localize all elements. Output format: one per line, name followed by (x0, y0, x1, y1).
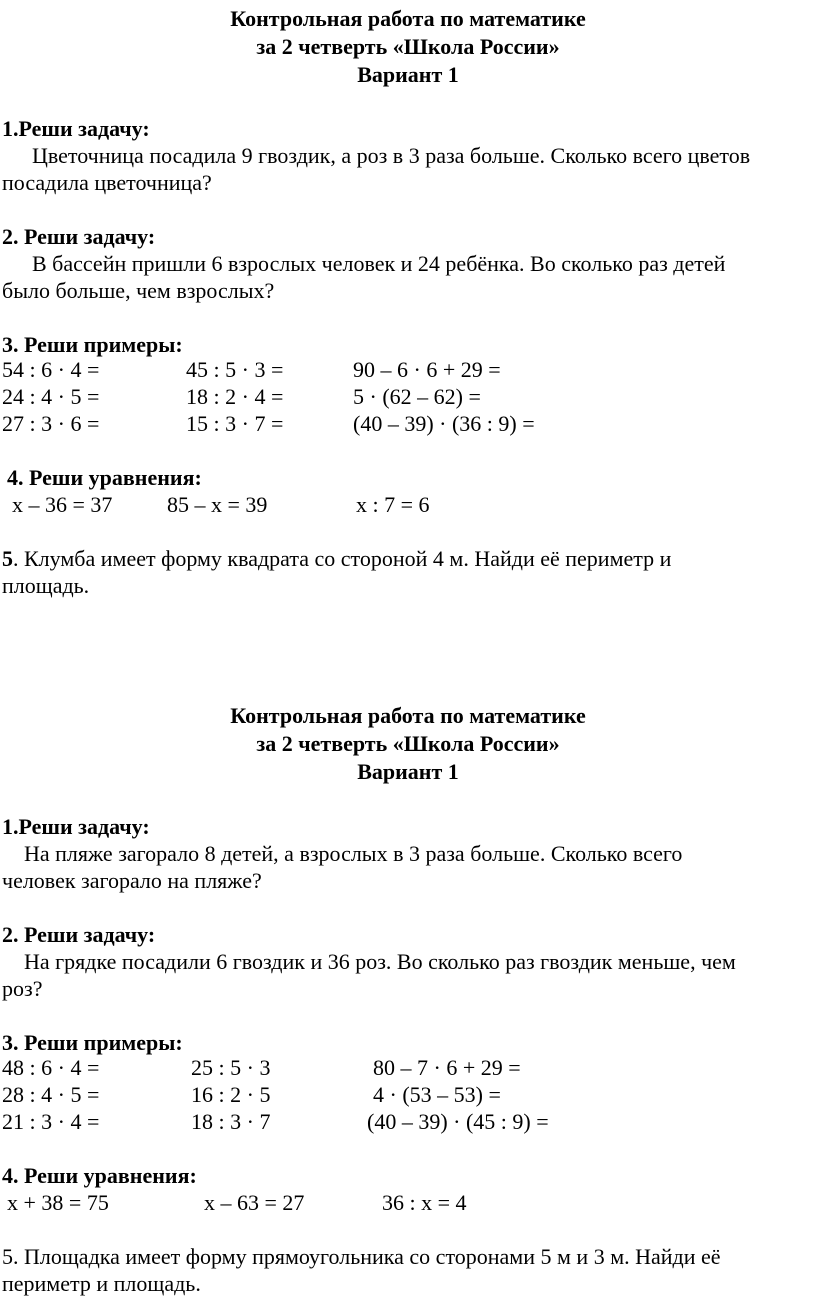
task-2-text-line-2: было больше, чем взрослых? (2, 278, 275, 303)
title-line-2: за 2 четверть «Школа России» (256, 34, 560, 59)
task-5-text-line-2: периметр и площадь. (2, 1271, 201, 1296)
task-3-heading: 3. Реши примеры: (2, 332, 183, 357)
task-5-text-line-2: площадь. (2, 573, 90, 598)
example: (40 – 39) · (36 : 9) = (353, 411, 535, 436)
example: 18 : 2 · 4 = (186, 384, 284, 409)
equation: x + 38 = 75 (7, 1190, 109, 1215)
equation: x – 63 = 27 (204, 1190, 305, 1215)
task-5-text-line-1: 5. Площадка имеет форму прямоугольника со сторонами 5 м и 3 м. Найди её (2, 1244, 721, 1269)
task-3-heading: 3. Реши примеры: (2, 1030, 183, 1055)
example: (40 – 39) · (45 : 9) = (367, 1109, 549, 1134)
equation: 85 – x = 39 (167, 492, 268, 517)
example: 5 · (62 – 62) = (353, 384, 481, 409)
task-1-text-line-1: На пляже загорало 8 детей, а взрослых в 3 раза больше. Сколько всего (24, 841, 683, 866)
task-1-heading: 1.Реши задачу: (2, 814, 150, 839)
equation: x : 7 = 6 (356, 492, 430, 517)
example: 54 : 6 · 4 = (2, 357, 100, 382)
example: 25 : 5 · 3 (191, 1055, 271, 1080)
task-2-text-line-2: роз? (2, 976, 43, 1001)
variant-title: Вариант 1 (357, 759, 459, 784)
task-2-heading: 2. Реши задачу: (2, 224, 156, 249)
task-5-number: 5 (2, 546, 13, 571)
example: 16 : 2 · 5 (191, 1082, 271, 1107)
equation: x – 36 = 37 (12, 492, 113, 517)
task-1-heading: 1.Реши задачу: (2, 116, 150, 141)
example: 24 : 4 · 5 = (2, 384, 100, 409)
title-line-1: Контрольная работа по математике (230, 703, 586, 728)
example: 80 – 7 · 6 + 29 = (373, 1055, 521, 1080)
task-4-heading: 4. Реши уравнения: (2, 1163, 197, 1188)
task-1-text-line-1: Цветочница посадила 9 гвоздик, а роз в 3 раза больше. Сколько всего цветов (32, 143, 751, 168)
example: 28 : 4 · 5 = (2, 1082, 100, 1107)
equation: 36 : x = 4 (382, 1190, 467, 1215)
task-2-heading: 2. Реши задачу: (2, 922, 156, 947)
example: 18 : 3 · 7 (191, 1109, 271, 1134)
task-2-text-line-1: На грядке посадили 6 гвоздик и 36 роз. Во сколько раз гвоздик меньше, чем (24, 949, 736, 974)
example: 45 : 5 · 3 = (186, 357, 284, 382)
task-1-text-line-2: человек загорало на пляже? (2, 868, 262, 893)
variant-title: Вариант 1 (357, 62, 459, 87)
task-1-text-line-2: посадила цветочница? (2, 170, 212, 195)
task-4-heading: 4. Реши уравнения: (7, 465, 202, 490)
example: 48 : 6 · 4 = (2, 1055, 100, 1080)
task-5-text: . Клумба имеет форму квадрата со стороной 4 м. Найди её периметр и (13, 546, 672, 571)
task-2-text-line-1: В бассейн пришли 6 взрослых человек и 24 ребёнка. Во сколько раз детей (32, 251, 726, 276)
task-5-text-line-1 (2, 548, 671, 570)
title-line-1: Контрольная работа по математике (230, 6, 586, 31)
example: 4 · (53 – 53) = (373, 1082, 501, 1107)
example: 15 : 3 · 7 = (186, 411, 284, 436)
title-line-2: за 2 четверть «Школа России» (256, 731, 560, 756)
example: 90 – 6 · 6 + 29 = (353, 357, 501, 382)
example: 27 : 3 · 6 = (2, 411, 100, 436)
example: 21 : 3 · 4 = (2, 1109, 100, 1134)
